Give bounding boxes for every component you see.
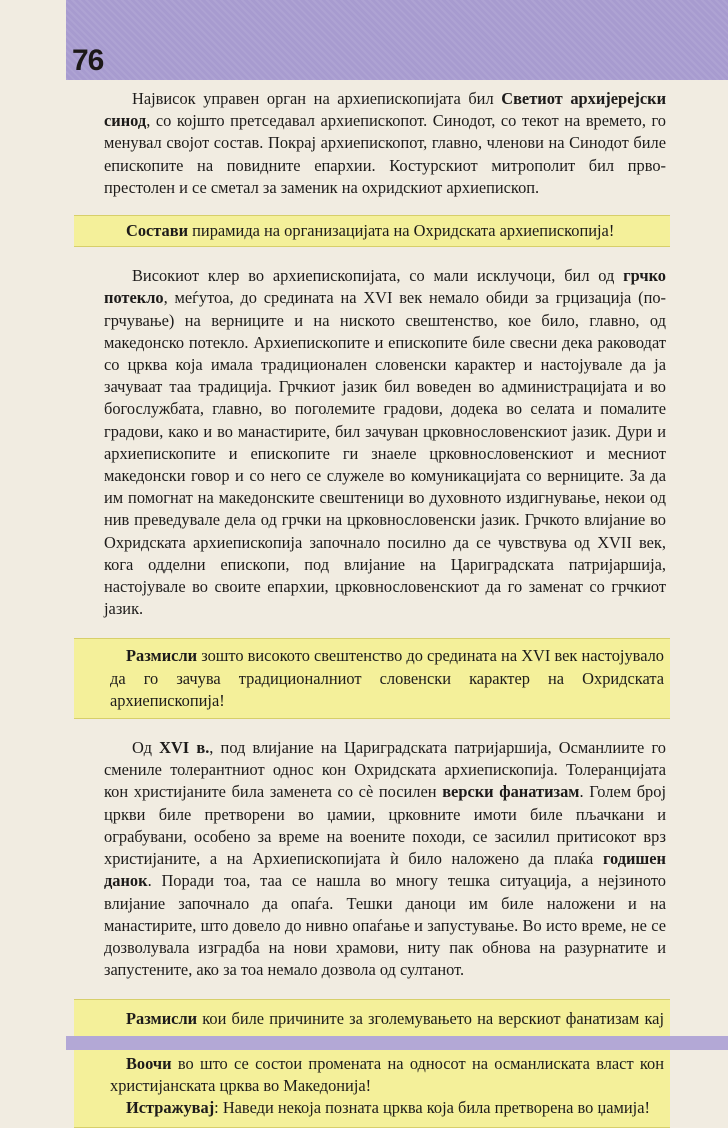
- paragraph-clergy: [104, 265, 666, 620]
- text-run: кои биле причините за зголемувањето на верскиот фанатизам кај: [202, 1009, 664, 1029]
- page-content: [104, 88, 666, 1128]
- text-run: : Наведи некоја позната црква која била претворена во џамија!: [214, 1098, 650, 1118]
- task-text: [110, 645, 664, 712]
- text-run: , меѓутоа, до средината на XVI век немало обиди за грцизација (по-грчување) на верниците и на ниското свештенство, кое било, главно, од македонско потекло. Архиепископите и епископите биле свесни дека раководат со црква која имала традиционален словенски карактер и настојувале да ја зачуваат таа традиција. Грчкиот јазик бил воведен во администрацијата и во богослужбата, главно, во поголемите градови, додека во селата и помалите градови, како и во манастирите, бил зачуван црковнословенскиот јазик. Дури и архиепископите и епископите ги знаеле црковнословенскиот и месниот македонски говор и со него се служеле во комуникацијата со верниците. За да им помогнат на македонските свештеници во духовното издигнување, некои од нив преведувале дела од грчки на црковнословенски јазик. Грчкото влијание во Охридската архиепископија започнало посилно да се чувствува од XVII век, кога одделни епископи, под влијание на Цариградската патријаршија, настојувале во своите епархии, црковнословенскиот да го заменат со грчкиот јазик.: [104, 288, 666, 619]
- task-callout-pyramid: [74, 215, 670, 247]
- text-run: Од: [132, 738, 160, 758]
- task-keyword: Размисли: [126, 646, 198, 666]
- bold-term: грчко потекло: [104, 266, 666, 308]
- header-band: [66, 0, 728, 80]
- text-run: Високиот клер во архиепископијата, со мали исклучоци, бил од: [132, 266, 624, 286]
- text-run: . Голем број цркви биле претворени во џамии, црковните имоти биле пљачкани и ограбувани, особено за време на воените походи, се засилил притисокот врз христијаните, а на Архиепископијата ѝ било наложено да плаќа: [104, 782, 667, 869]
- paragraph-synod: [104, 88, 666, 199]
- task-keyword: Истражувај: [126, 1098, 215, 1118]
- task-callout-multi: [74, 999, 670, 1128]
- page-number: 76: [72, 44, 104, 77]
- task-text: [110, 1053, 664, 1097]
- text-run: , под влијание на Цариградската патријаршија, Османлиите го смениле толерантниот однос кон Охридската архиепископија. Толеранцијата кон христијаните била заменета со сè посилен: [104, 738, 666, 802]
- task-keyword: Воочи: [126, 1053, 172, 1073]
- bold-term: годишен данок: [104, 849, 666, 891]
- task-keyword: Состави: [126, 221, 189, 241]
- text-run: пирамида на организацијата на Охридската архиепископија!: [188, 221, 615, 241]
- text-run: во што се состои промената на односот на османлиската власт кон христијанската црква во Македонија!: [110, 1053, 664, 1095]
- task-callout-think: [74, 638, 670, 719]
- text-run: зошто високото свештенство до средината на XVI век настојувало да го зачува традиционалниот словенски карактер на Охридската архиепископија!: [110, 646, 664, 710]
- task-text: [110, 1097, 664, 1119]
- footer-band: [66, 1036, 728, 1050]
- text-run: Највисок управен орган на архиепископијата бил: [132, 89, 502, 108]
- bold-term: Светиот архијерејски синод: [104, 89, 667, 131]
- bold-term: XVI в.: [159, 738, 210, 758]
- task-keyword: Размисли: [126, 1009, 198, 1029]
- task-text: [110, 220, 664, 242]
- text-run: . Поради тоа, таа се нашла во многу тешка ситуација, а нејзиното влијание започнало да опаѓа. Тешки даноци им биле наложени и на манастирите, што довело до нивно опаѓање и запустување. Во исто време, не се дозволувала изградба на нови храмови, ниту пак обнова на разурнатите и запустените, ако за тоа немало дозвола од султанот.: [104, 871, 666, 980]
- bold-term: верски фанатизам: [442, 782, 580, 802]
- text-run: , со којшто претседавал архиепископот. Синодот, со текот на времето, го менувал својот состав. Покрај архиепископот, главно, членови на Синодот биле епископите на повидните епархии. Костурскиот митрополит бил прво-престолен и се сметал за заменик на охридскиот архиепископ.: [104, 111, 666, 197]
- paragraph-ottoman: [104, 737, 666, 981]
